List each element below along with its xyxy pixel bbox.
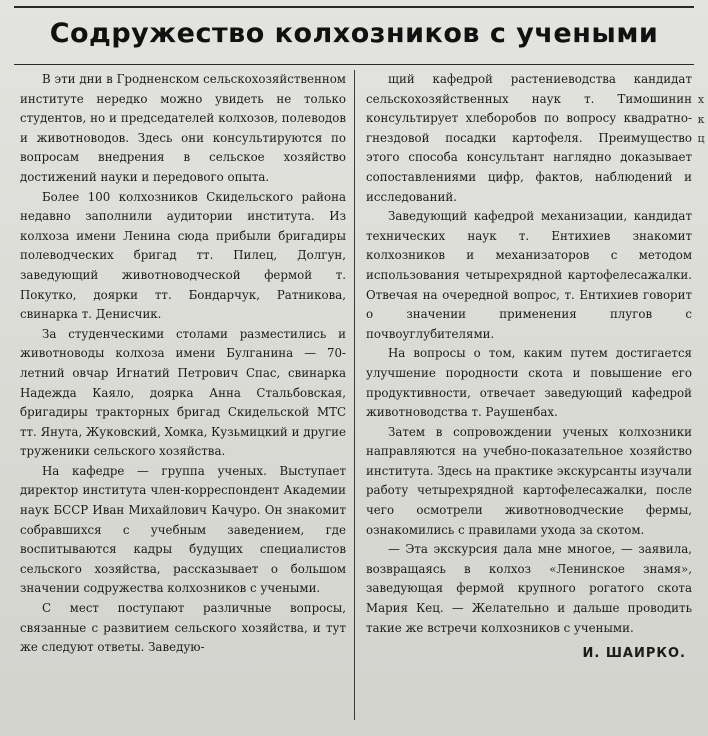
paragraph: В эти дни в Гродненском сельскохозяйственном институте нередко можно увидеть не только студентов, но и председателей колхозов, полеводов и животноводов. Здесь они консультируются по вопросам внедрения в сельское хозяйство достижений науки и передового опыта.	[20, 72, 346, 184]
top-rule	[14, 6, 694, 8]
author-signature: И. ШАИРКО.	[582, 646, 686, 662]
paragraph: На кафедре — группа ученых. Выступает директор института член-корреспондент Академии наук БССР Иван Михайлович Качуро. Он знакомит собравшихся с учебным заведением, где воспитываются кадры будущих специалистов сельского хозяйства, рассказывает о большом значении содружества колхозников с учеными.	[20, 463, 346, 596]
paragraph: Затем в сопровождении ученых колхозники направляются на учебно-показательное хозяйство института. Здесь на практике экскурсанты изучали работу четырехрядной картофелесажалки, после чего осмотрели животноводческие фермы, ознакомились с правилами ухода за скотом.	[366, 424, 692, 537]
adjacent-column-fragment	[696, 90, 706, 149]
article-column-left	[20, 70, 346, 658]
paragraph: С мест поступают различные вопросы, связанные с развитием сельского хозяйства, и тут же следуют ответы. Заведую-	[20, 601, 346, 655]
column-divider	[354, 70, 355, 720]
paragraph: За студенческими столами разместились и животноводы колхоза имени Булганина — 70-летний овчар Игнатий Петрович Спас, свинарка Надежда Каяло, доярка Анна Стальбовская, бригадиры тракторных бригад Скидельской МТС тт. Янута, Жуковский, Хомка, Кузьмицкий и другие труженики сельского хозяйства.	[20, 326, 346, 459]
paragraph: Заведующий кафедрой механизации, кандидат технических наук т. Ентихиев знакомит колхозников и механизаторов с методом использования четырехрядной картофелесажалки. Отвечая на очередной вопрос, т. Ентихиев говорит о значении применения плугов с почвоуглубителями.	[366, 209, 692, 341]
edge-mark: ц	[697, 132, 705, 146]
paragraph: Более 100 колхозников Скидельского района недавно заполнили аудитории института. Из колхоза имени Ленина сюда прибыли бригадиры полеводческих бригад тт. Пилец, Долгун, заведующий животноводческой фермой т. Покутко, доярки тт. Бондарчук, Ратникова, свинарка т. Денисчик.	[20, 189, 346, 322]
article-column-right	[366, 70, 692, 664]
paragraph: щий кафедрой растениеводства кандидат сельскохозяйственных наук т. Тимошинин консультирует хлеборобов по вопросу квадратно-гнездовой посадки картофеля. Преимущество этого способа консультант наглядно доказывает сопоставлениями цифр, фактов, наблюдений и исследований.	[366, 72, 692, 204]
article-headline: Содружество колхозников с учеными	[49, 18, 659, 49]
edge-mark: к	[697, 112, 705, 126]
paragraph: — Эта экскурсия дала мне многое, — заявила, возвращаясь в колхоз «Ленинское знамя», заведующая фермой крупного рогатого скота Мария Кец. — Желательно и дальше проводить такие же встречи колхозников с учеными.	[366, 542, 692, 635]
headline-rule	[14, 64, 694, 65]
paragraph: На вопросы о том, каким путем достигается улучшение породности скота и повышение его продуктивности, отвечает заведующий кафедрой животноводства т. Раушенбах.	[366, 346, 692, 420]
edge-mark: х	[697, 93, 705, 106]
